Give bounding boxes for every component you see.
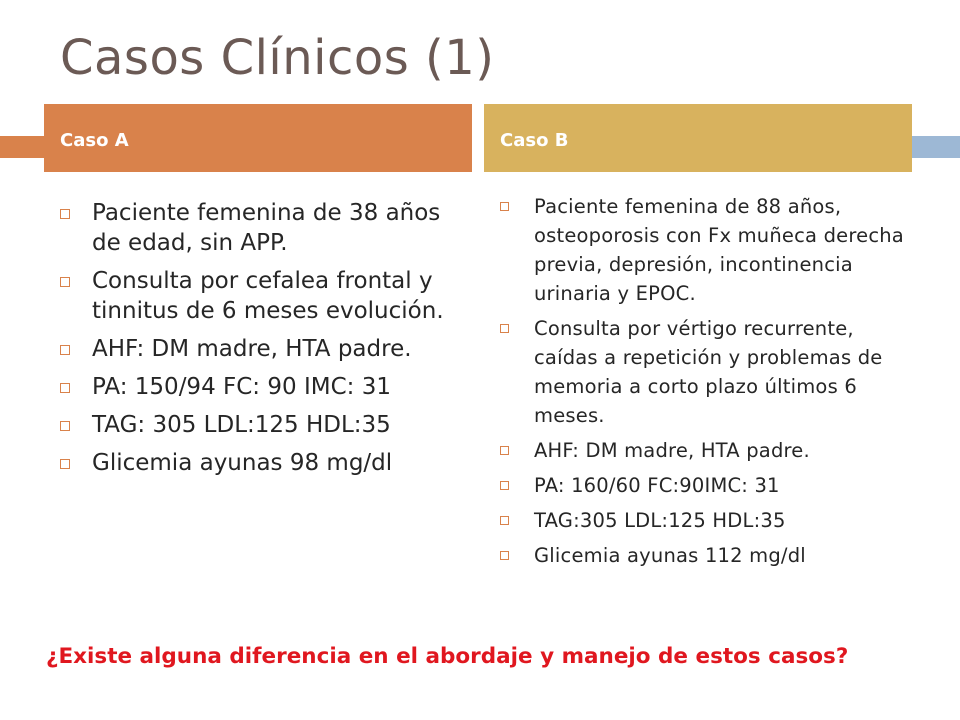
list-item-text: PA: 160/60 FC:90IMC: 31 [534, 474, 780, 497]
decorative-band-left [0, 136, 44, 158]
list-item-text: Glicemia ayunas 112 mg/dl [534, 544, 806, 567]
list-item-text: Consulta por cefalea frontal y tinnitus de 6 meses evolución. [92, 268, 444, 324]
square-bullet-icon [500, 446, 509, 455]
list-item [60, 372, 460, 402]
list-item-text: AHF: DM madre, HTA padre. [92, 336, 412, 362]
list-item [500, 192, 915, 308]
list-item-text: PA: 150/94 FC: 90 IMC: 31 [92, 374, 391, 400]
list-item [60, 198, 460, 258]
list-item-text: TAG:305 LDL:125 HDL:35 [534, 509, 786, 532]
list-item-text: Consulta por vértigo recurrente, caídas a repetición y problemas de memoria a corto plazo últimos 6 meses. [534, 317, 883, 427]
list-item [60, 448, 460, 478]
list-item [60, 334, 460, 364]
list-item [500, 541, 915, 570]
list-item [500, 436, 915, 465]
square-bullet-icon [60, 277, 70, 287]
square-bullet-icon [60, 421, 70, 431]
list-item-text: TAG: 305 LDL:125 HDL:35 [92, 412, 391, 438]
list-item [500, 506, 915, 535]
square-bullet-icon [500, 551, 509, 560]
list-item-text: AHF: DM madre, HTA padre. [534, 439, 810, 462]
list-item-text: Paciente femenina de 88 años, osteoporosis con Fx muñeca derecha previa, depresión, incontinencia urinaria y EPOC. [534, 195, 904, 305]
square-bullet-icon [60, 459, 70, 469]
case-a-header: Caso A [44, 104, 472, 172]
square-bullet-icon [500, 324, 509, 333]
list-item [500, 471, 915, 500]
list-item [60, 410, 460, 440]
case-b-list [500, 192, 915, 576]
square-bullet-icon [60, 209, 70, 219]
list-item-text: Paciente femenina de 38 años de edad, sin APP. [92, 200, 441, 256]
list-item-text: Glicemia ayunas 98 mg/dl [92, 450, 393, 476]
case-a-list [60, 198, 460, 486]
case-b-header: Caso B [484, 104, 912, 172]
list-item [500, 314, 915, 430]
square-bullet-icon [60, 345, 70, 355]
decorative-band-right [912, 136, 960, 158]
discussion-question: ¿Existe alguna diferencia en el abordaje y manejo de estos casos? [46, 644, 849, 669]
square-bullet-icon [500, 516, 509, 525]
slide-title: Casos Clínicos (1) [60, 30, 495, 86]
square-bullet-icon [500, 202, 509, 211]
square-bullet-icon [500, 481, 509, 490]
list-item [60, 266, 460, 326]
square-bullet-icon [60, 383, 70, 393]
